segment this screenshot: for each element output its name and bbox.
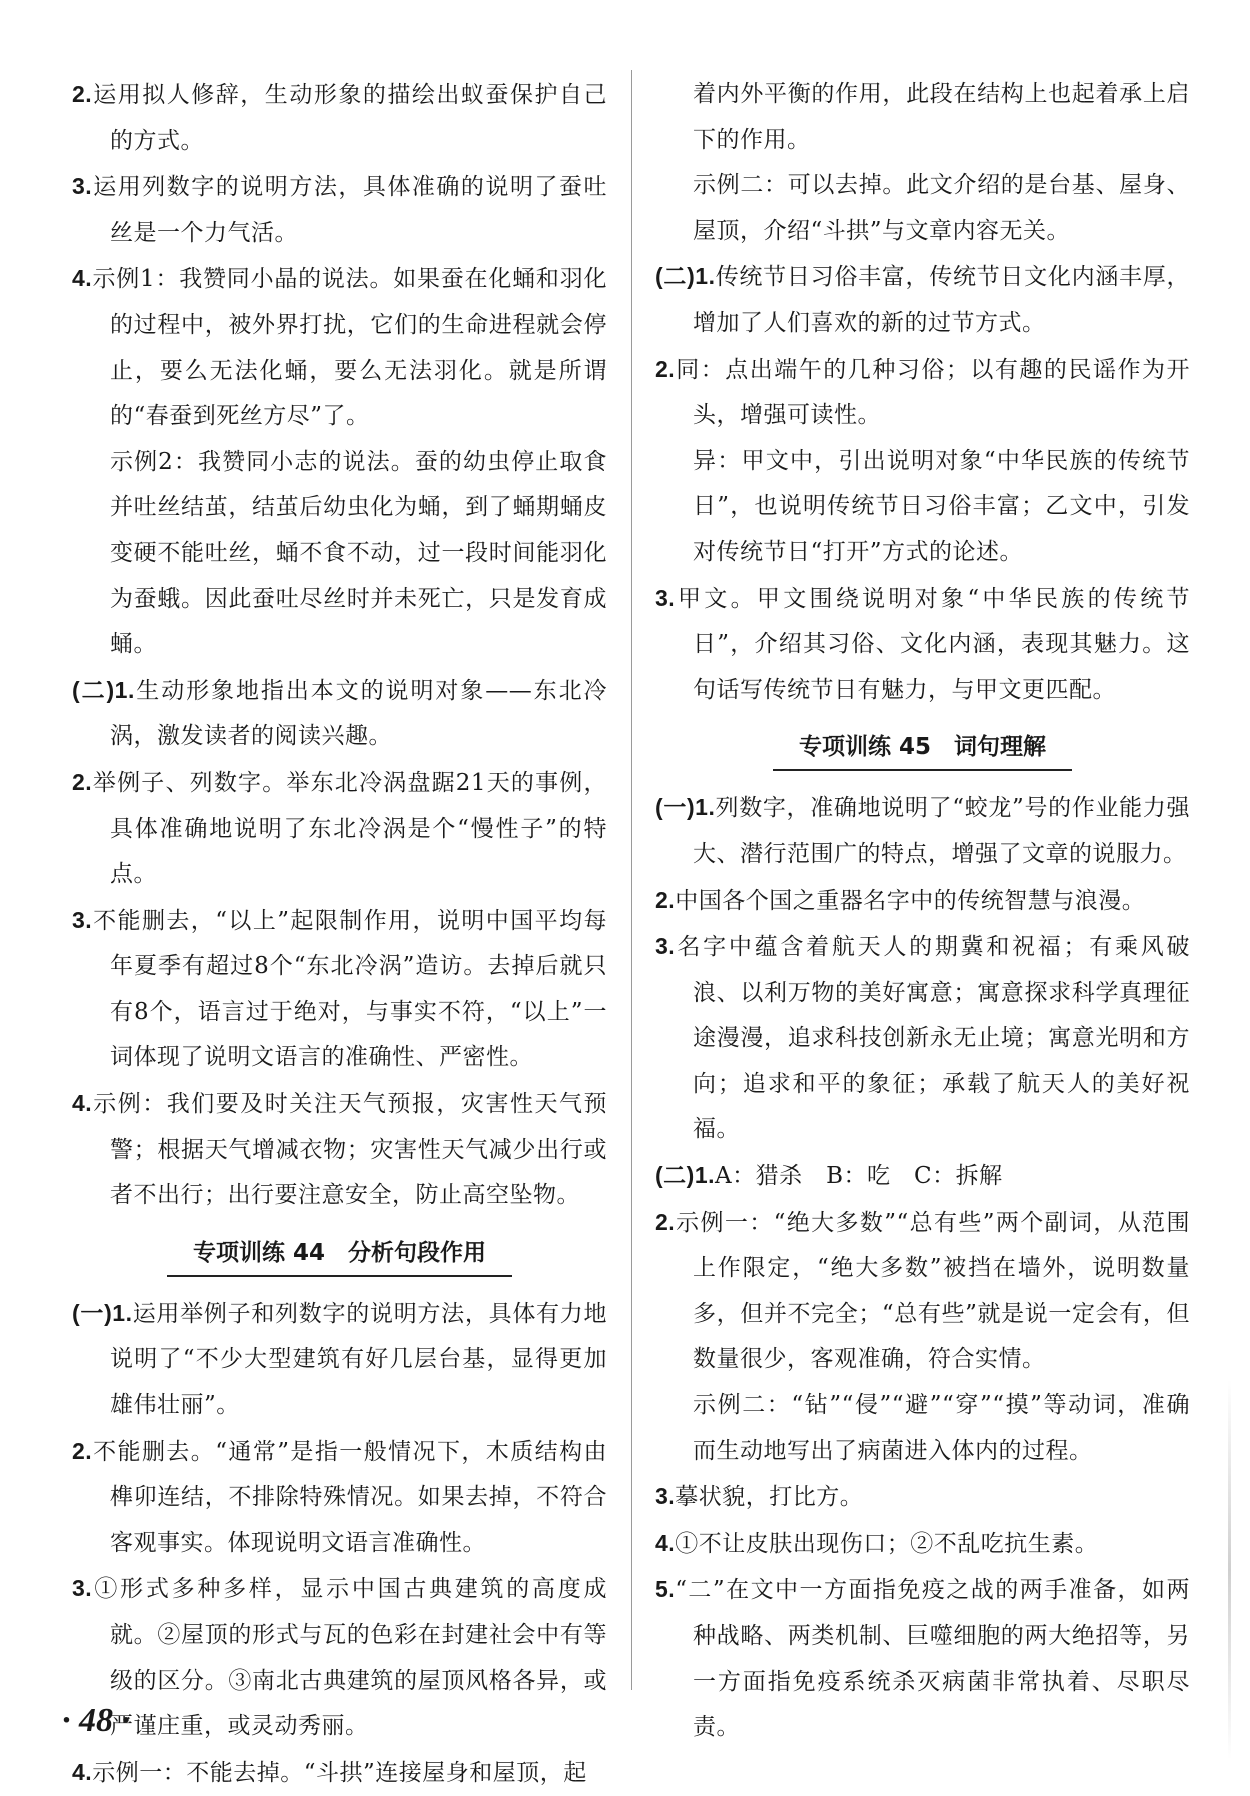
question-number: 5. xyxy=(655,1576,676,1603)
answer-text: 示例二：可以去掉。此文介绍的是台基、屋身、屋顶，介绍“斗拱”与文章内容无关。 xyxy=(693,172,1190,244)
question-number: 4. xyxy=(72,1758,93,1785)
answer-paragraph xyxy=(655,1200,1190,1383)
answer-text: 不能删去。“通常”是指一般情况下，木质结构由榫卯连结，不排除特殊情况。如果去掉，不符合客观事实。体现说明文语言准确性。 xyxy=(92,1438,607,1556)
question-number: 4. xyxy=(72,1090,93,1117)
answer-text: 摹状貌，打比方。 xyxy=(675,1484,864,1511)
answer-text: “二”在文中一方面指免疫之战的两手准备，如两种战略、两类机制、巨噬细胞的两大绝招等，另一方面指免疫系统杀灭病菌非常执着、尽职尽责。 xyxy=(675,1577,1190,1741)
answer-paragraph xyxy=(72,668,607,760)
answer-paragraph xyxy=(655,1153,1190,1200)
answer-text: 甲文。甲文围绕说明对象“中华民族的传统节日”，介绍其习俗、文化内涵，表现其魅力。这句话写传统节日有魅力，与甲文更匹配。 xyxy=(675,585,1190,703)
answer-text: ①不让皮肤出现伤口；②不乱吃抗生素。 xyxy=(675,1530,1099,1557)
answer-text: 示例一：不能去掉。“斗拱”连接屋身和屋顶，起 xyxy=(92,1759,587,1786)
answer-paragraph xyxy=(72,256,607,439)
question-number: 2. xyxy=(655,355,676,382)
answer-paragraph xyxy=(655,1474,1190,1521)
page-number: · 48 · xyxy=(62,1702,130,1739)
answer-paragraph xyxy=(72,1081,607,1219)
answer-text: 示例一：“绝大多数”“总有些”两个副词，从范围上作限定，“绝大多数”被挡在墙外，说明数量多，但并不完全；“总有些”就是说一定会有，但数量很少，客观准确，符合实情。 xyxy=(675,1209,1190,1373)
answer-paragraph xyxy=(72,760,607,898)
answer-text: 着内外平衡的作用，此段在结构上也起着承上启下的作用。 xyxy=(693,81,1190,153)
answer-text: 不能删去，“以上”起限制作用，说明中国平均每年夏季有超过8个“东北冷涡”造访。去掉后就只有8个，语言过于绝对，与事实不符，“以上”一词体现了说明文语言的准确性、严密性。 xyxy=(92,907,607,1071)
question-number: (一)1. xyxy=(655,794,716,821)
answer-text: 示例：我们要及时关注天气预报，灾害性天气预警；根据天气增减衣物；灾害性天气减少出行或者不出行；出行要注意安全，防止高空坠物。 xyxy=(92,1091,607,1209)
question-number: (一)1. xyxy=(72,1299,133,1326)
question-number: 4. xyxy=(655,1529,676,1556)
question-number: 3. xyxy=(72,1575,93,1602)
answer-paragraph xyxy=(72,1429,607,1567)
answer-text: A：猎杀 B：吃 C：拆解 xyxy=(715,1163,1003,1190)
question-number: (二)1. xyxy=(72,676,135,703)
question-number: 2. xyxy=(655,886,676,913)
question-number: 2. xyxy=(655,1208,676,1235)
answer-text: 运用举例子和列数字的说明方法，具体有力地说明了“不少大型建筑有好几层台基，显得更加雄伟壮丽”。 xyxy=(110,1300,608,1419)
question-number: 3. xyxy=(655,933,676,960)
section-title xyxy=(72,1233,607,1277)
answer-text: 异：甲文中，引出说明对象“中华民族的传统节日”，也说明传统节日习俗丰富；乙文中，引发对传统节日“打开”方式的论述。 xyxy=(693,447,1190,565)
answer-paragraph xyxy=(655,254,1190,346)
answer-paragraph xyxy=(655,72,1190,163)
answer-text: 举例子、列数字。举东北冷涡盘踞21天的事例，具体准确地说明了东北冷涡是个“慢性子”的特点。 xyxy=(92,769,607,888)
scan-edge-shade xyxy=(1228,1380,1231,1760)
answer-text: 列数字，准确地说明了“蛟龙”号的作业能力强大、潜行范围广的特点，增强了文章的说服力。 xyxy=(693,795,1190,867)
answer-paragraph xyxy=(655,878,1190,925)
question-number: (二)1. xyxy=(655,1162,715,1189)
answer-paragraph xyxy=(655,1567,1190,1750)
answer-paragraph xyxy=(655,347,1190,439)
question-number: 3. xyxy=(72,173,93,200)
question-number: 2. xyxy=(72,1437,93,1464)
answer-text: 运用列数字的说明方法，具体准确的说明了蚕吐丝是一个力气活。 xyxy=(92,174,607,246)
answer-text: 名字中蕴含着航天人的期冀和祝福；有乘风破浪、以利万物的美好寓意；寓意探求科学真理征途漫漫，追求科技创新永无止境；寓意光明和方向；追求和平的象征；承载了航天人的美好祝福。 xyxy=(675,934,1190,1143)
answer-paragraph xyxy=(72,72,607,164)
answer-text: 示例1：我赞同小晶的说法。如果蚕在化蛹和羽化的过程中，被外界打扰，它们的生命进程就会停止，要么无法化蛹，要么无法羽化。就是所谓的“春蚕到死丝方尽”了。 xyxy=(92,266,607,430)
answer-paragraph xyxy=(655,163,1190,254)
section-title-text: 专项训练 44 分析句段作用 xyxy=(167,1233,512,1277)
left-column xyxy=(72,72,607,1796)
question-number: 3. xyxy=(655,584,676,611)
answer-paragraph xyxy=(655,1383,1190,1474)
answer-paragraph xyxy=(72,1566,607,1749)
question-number: 3. xyxy=(72,906,93,933)
section-title xyxy=(655,727,1190,771)
answer-paragraph xyxy=(72,164,607,256)
answer-text: 传统节日习俗丰富，传统节日文化内涵丰厚，增加了人们喜欢的新的过节方式。 xyxy=(693,264,1191,336)
answer-paragraph xyxy=(655,576,1190,714)
answer-paragraph xyxy=(72,1291,607,1429)
answer-text: 同：点出端午的几种习俗；以有趣的民谣作为开头，增强可读性。 xyxy=(675,356,1190,429)
question-number: 4. xyxy=(72,265,93,292)
answer-text: 示例二：“钻”“侵”“避”“穿”“摸”等动词，准确而生动地写出了病菌进入体内的过程。 xyxy=(693,1392,1190,1464)
answer-paragraph xyxy=(72,898,607,1081)
question-number: 2. xyxy=(72,768,93,795)
answer-text: 中国各个国之重器名字中的传统智慧与浪漫。 xyxy=(675,887,1146,914)
answer-text: 示例2：我赞同小志的说法。蚕的幼虫停止取食并吐丝结茧，结茧后幼虫化为蛹，到了蛹期蛹皮变硬不能吐丝，蛹不食不动，过一段时间能羽化为蚕蛾。因此蚕吐尽丝时并未死亡，只是发育成蛹。 xyxy=(110,448,607,658)
question-number: 2. xyxy=(72,81,93,107)
question-number: (二)1. xyxy=(655,263,716,290)
answer-text: ①形式多种多样，显示中国古典建筑的高度成就。②屋顶的形式与瓦的色彩在封建社会中有等级的区分。③南北古典建筑的屋顶风格各异，或严谨庄重，或灵动秀丽。 xyxy=(92,1576,607,1740)
question-number: 3. xyxy=(655,1483,676,1510)
answer-paragraph xyxy=(655,1521,1190,1568)
answer-paragraph xyxy=(72,440,607,668)
section-title-text: 专项训练 45 词句理解 xyxy=(773,727,1072,771)
answer-paragraph xyxy=(655,924,1190,1153)
answer-paragraph xyxy=(72,1750,607,1796)
answer-paragraph xyxy=(655,439,1190,576)
right-column xyxy=(655,72,1190,1751)
answer-text: 生动形象地指出本文的说明对象——东北冷涡，激发读者的阅读兴趣。 xyxy=(110,677,608,750)
answer-text: 运用拟人修辞，生动形象的描绘出蚁蚕保护自己的方式。 xyxy=(92,82,607,154)
answer-paragraph xyxy=(655,785,1190,877)
column-divider xyxy=(631,70,632,1690)
